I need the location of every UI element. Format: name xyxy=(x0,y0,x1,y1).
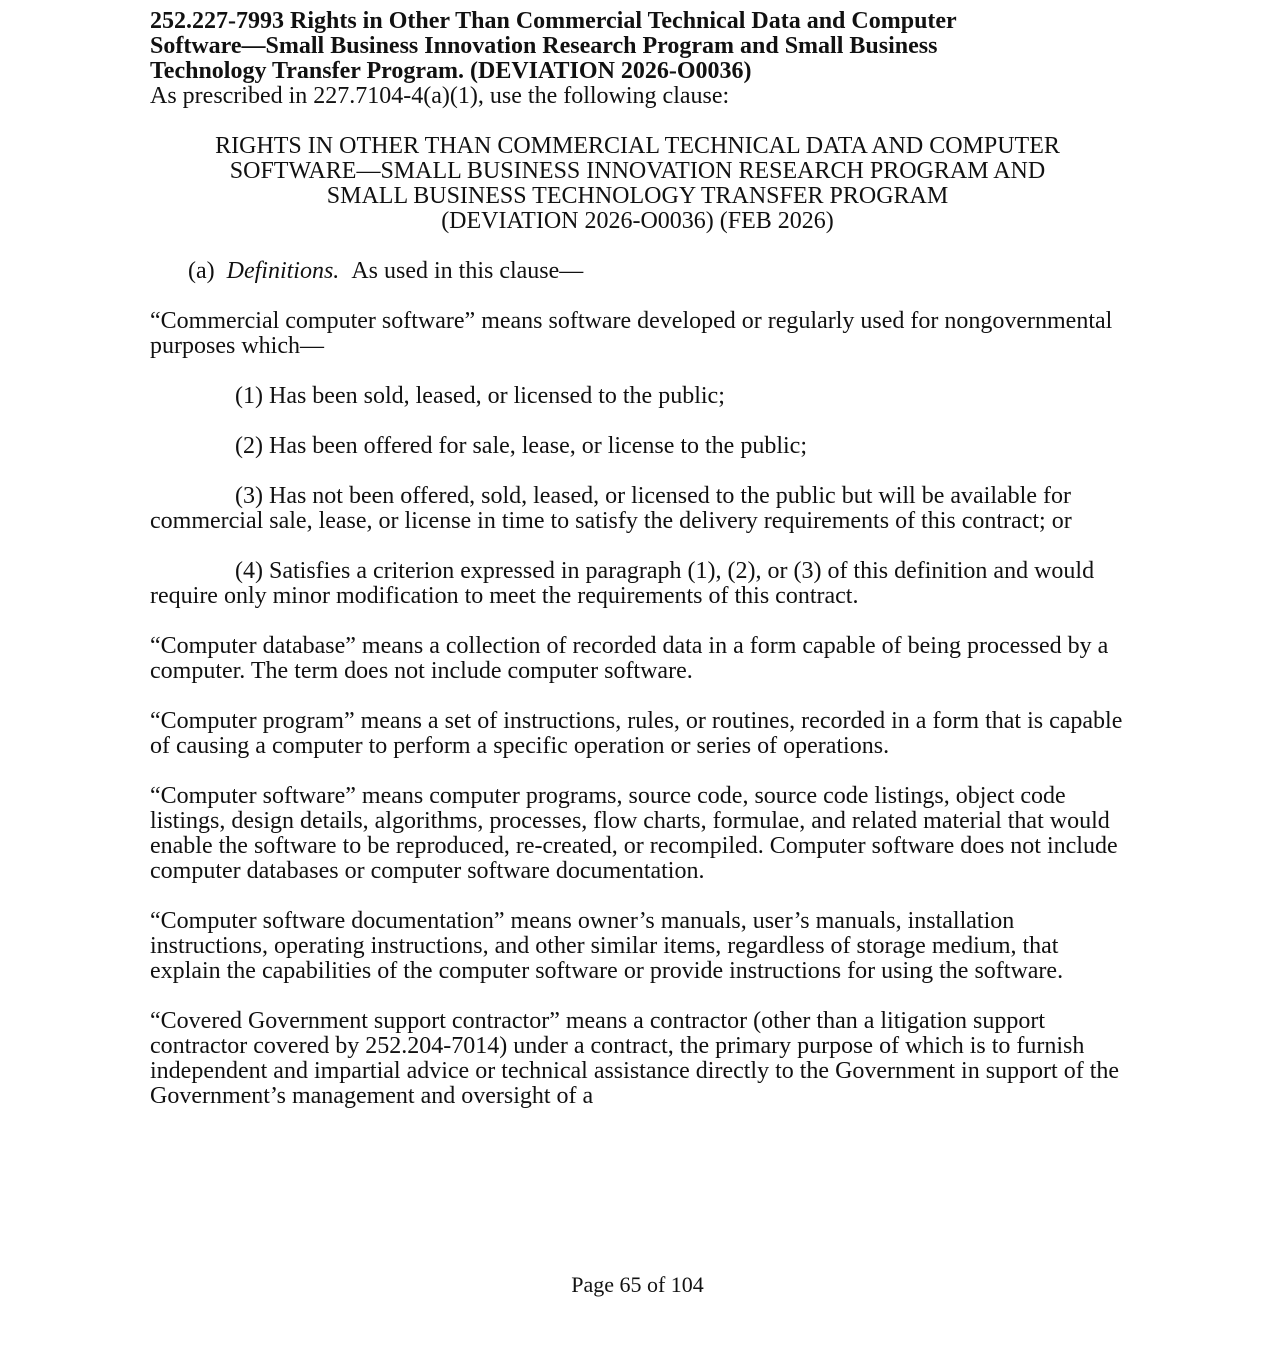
paragraph-a-label: (a) xyxy=(188,258,215,284)
clause-title xyxy=(150,134,1125,234)
clause-title-line: SOFTWARE—SMALL BUSINESS INNOVATION RESEARCH PROGRAM AND xyxy=(229,158,1046,184)
paragraph-a-title: Definitions. xyxy=(226,258,340,284)
definition-computer-software: “Computer software” means computer programs, source code, source code listings, object code listings, design details, algorithms, processes, flow charts, formulae, and related material that would enable the software to be reproduced, re-created, or recompiled. Computer software does not include computer databases or computer software documentation. xyxy=(150,783,1118,884)
clause-title-line: RIGHTS IN OTHER THAN COMMERCIAL TECHNICAL DATA AND COMPUTER xyxy=(215,133,1060,159)
definition-sub-item: (4) Satisfies a criterion expressed in paragraph (1), (2), or (3) of this definition and would require only minor modification to meet the requirements of this contract. xyxy=(150,558,1095,609)
definition-computer-software-documentation: “Computer software documentation” means owner’s manuals, user’s manuals, installation instructions, operating instructions, and other similar items, regardless of storage medium, that explain the capabilities of the computer software or provide instructions for using the software. xyxy=(150,908,1064,984)
definition-commercial-computer-software: “Commercial computer software” means software developed or regularly used for nongovernmental purposes which— xyxy=(150,308,1113,359)
heading-line: Technology Transfer Program. (DEVIATION 2026-O0036) xyxy=(150,58,752,84)
definition-covered-government-support-contractor: “Covered Government support contractor” means a contractor (other than a litigation support contractor covered by 252.204-7014) under a contract, the primary purpose of which is to furnish independent and impartial advice or technical assistance directly to the Government in support of the Government’s management and oversight of a xyxy=(150,1008,1120,1109)
section-heading xyxy=(150,9,1125,84)
paragraph-a xyxy=(150,259,1125,284)
page-number: Page 65 of 104 xyxy=(571,1272,704,1297)
prescription-text: As prescribed in 227.7104-4(a)(1), use the following clause: xyxy=(150,83,730,109)
clause-title-line: (DEVIATION 2026-O0036) (FEB 2026) xyxy=(441,208,834,234)
heading-line: 252.227-7993 Rights in Other Than Commercial Technical Data and Computer xyxy=(150,8,957,34)
heading-line: Software—Small Business Innovation Research Program and Small Business xyxy=(150,33,938,59)
document-page xyxy=(150,9,1125,1109)
definition-sub-item: (1) Has been sold, leased, or licensed to the public; xyxy=(235,383,725,409)
paragraph-a-text: As used in this clause— xyxy=(351,258,584,284)
definition-computer-program: “Computer program” means a set of instructions, rules, or routines, recorded in a form that is capable of causing a computer to perform a specific operation or series of operations. xyxy=(150,708,1123,759)
definition-sub-item: (2) Has been offered for sale, lease, or license to the public; xyxy=(235,433,807,459)
definition-computer-database: “Computer database” means a collection of recorded data in a form capable of being processed by a computer. The term does not include computer software. xyxy=(150,633,1109,684)
definition-sub-item: (3) Has not been offered, sold, leased, or licensed to the public but will be available for commercial sale, lease, or license in time to satisfy the delivery requirements of this contract; or xyxy=(150,483,1072,534)
clause-title-line: SMALL BUSINESS TECHNOLOGY TRANSFER PROGRAM xyxy=(326,183,949,209)
